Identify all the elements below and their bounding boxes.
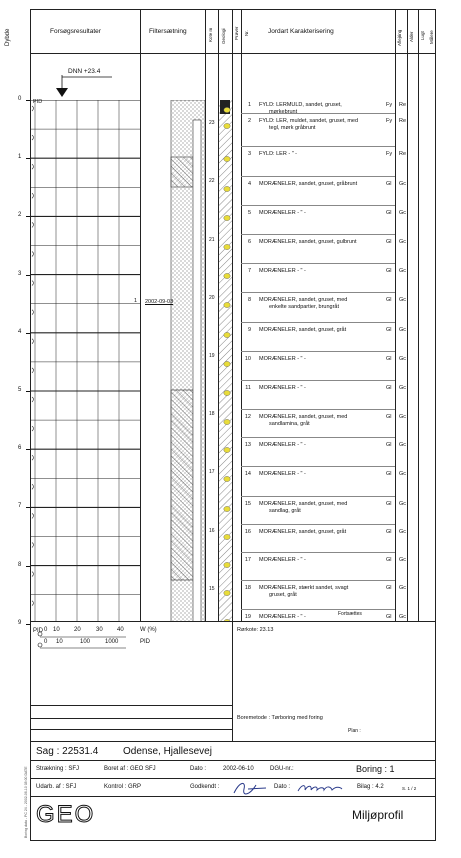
depth-label: 1 xyxy=(18,154,22,161)
layer-number: 14 xyxy=(244,471,251,477)
sample-marker xyxy=(224,447,230,452)
layer-aflejring: Gl xyxy=(386,268,392,274)
pid-reading-mark xyxy=(32,222,34,227)
layer-alder: Gc xyxy=(399,557,407,563)
axis-pid-0: 0 xyxy=(44,639,48,645)
sag-name: Odense, Hjallesevej xyxy=(123,746,212,757)
layer-boundary xyxy=(241,380,395,381)
layer-number: 7 xyxy=(247,268,251,274)
axis-w-20: 20 xyxy=(74,627,81,633)
depth-tick xyxy=(26,507,30,508)
layer-text-continued: sandlamina, gråt xyxy=(269,421,310,427)
layer-boundary xyxy=(241,351,395,352)
header-proever: Prøver xyxy=(234,26,239,40)
col-line xyxy=(205,9,206,621)
layer-aflejring: Gl xyxy=(386,614,392,620)
sample-marker xyxy=(224,123,230,128)
layer-number: 4 xyxy=(247,181,251,187)
layer-text: MORÆNELER - " - xyxy=(259,210,306,216)
pid-reading-mark xyxy=(32,164,34,169)
axis-w-label: W (%) xyxy=(140,627,157,633)
dgu-nr: DGU-nr.: xyxy=(270,766,294,772)
layer-alder: Gc xyxy=(399,614,407,620)
layer-text: MORÆNELER, sandet, gruset, med xyxy=(259,297,348,303)
layer-number: 11 xyxy=(245,385,251,391)
depth-tick xyxy=(26,566,30,567)
plan-label: Plan : xyxy=(348,728,361,734)
layer-number: 10 xyxy=(244,356,251,362)
layer-text: FYLD: LER - " - xyxy=(259,151,298,157)
axis-w-40: 40 xyxy=(117,627,124,633)
layer-alder: Gc xyxy=(399,268,407,274)
sample-marker xyxy=(224,534,230,539)
dato1-label: Dato : xyxy=(190,766,207,772)
filter-num: 1 xyxy=(134,298,138,304)
layer-alder: Re xyxy=(399,151,407,157)
layer-boundary xyxy=(241,234,395,235)
pid-reading-mark xyxy=(32,455,34,460)
layer-description xyxy=(259,327,346,334)
layer-number: 6 xyxy=(247,239,251,245)
layer-alder: Gc xyxy=(399,442,407,448)
filter-graphic xyxy=(140,100,205,622)
title-line xyxy=(30,760,436,761)
geology-hatch xyxy=(218,100,232,622)
axis-pid-1000: 1000 xyxy=(105,639,119,645)
filter-seal xyxy=(171,157,193,187)
sample-marker xyxy=(224,562,230,567)
sample-marker xyxy=(224,273,230,278)
sample-marker xyxy=(224,107,230,112)
col-line xyxy=(407,9,408,621)
layer-description xyxy=(259,501,347,515)
layer-aflejring: Fy xyxy=(386,118,393,124)
geo-logo: GEO xyxy=(36,801,96,828)
dato1-value: 2002-06-10 xyxy=(223,766,254,772)
sheet-number: S. 1 / 2 xyxy=(402,786,417,791)
pid-reading-mark xyxy=(32,543,34,548)
layer-text: MORÆNELER - " - xyxy=(259,442,306,448)
layer-description xyxy=(259,102,342,116)
layer-text: MORÆNELER, sandet, gruset, gulbrunt xyxy=(259,239,357,245)
layer-number: 15 xyxy=(244,501,251,507)
depth-tick xyxy=(26,158,30,159)
elevation-label: 16 xyxy=(209,527,215,534)
layer-text: FYLD: LERMULD, sandet, gruset, xyxy=(259,102,342,108)
sample-marker xyxy=(224,215,230,220)
layer-alder: Re xyxy=(399,118,407,124)
layer-boundary xyxy=(241,322,395,323)
pid-reading-mark xyxy=(32,310,34,315)
layer-aflejring: Gl xyxy=(386,585,392,591)
header-kote: Kote m xyxy=(208,27,213,42)
layer-description xyxy=(259,442,306,449)
layer-text: MORÆNELER - " - xyxy=(259,471,306,477)
layer-aflejring: Gl xyxy=(386,557,392,563)
depth-tick xyxy=(26,449,30,450)
layer-boundary xyxy=(241,552,395,553)
layer-boundary xyxy=(241,524,395,525)
axis-divider xyxy=(30,621,436,622)
layer-text: MORÆNELER, sandet, gruset, gråt xyxy=(259,529,347,535)
header-lugt: Lugt xyxy=(420,31,425,40)
layer-text: MORÆNELER, sandet, gruset, gråbrunt xyxy=(259,181,358,187)
depth-tick xyxy=(26,391,30,392)
sample-marker xyxy=(224,156,230,161)
header-geologi: Geologi xyxy=(221,28,226,44)
pid-reading-mark xyxy=(32,252,34,257)
layer-boundary xyxy=(241,176,395,177)
layer-number: 17 xyxy=(244,557,251,563)
sample-marker xyxy=(224,590,230,595)
layer-description xyxy=(259,268,306,275)
axis-scale xyxy=(36,630,236,650)
axis-pid-10: 10 xyxy=(56,639,63,645)
layer-description xyxy=(259,151,297,158)
layer-alder: Gc xyxy=(399,501,407,507)
layer-boundary xyxy=(241,496,395,497)
depth-label: 5 xyxy=(18,387,22,393)
pid-reading-mark xyxy=(32,484,34,489)
layer-number: 8 xyxy=(247,297,251,303)
elevation-label: 17 xyxy=(209,469,215,476)
layer-description xyxy=(259,181,357,188)
header-nr: Nr. xyxy=(244,30,249,36)
elevation-label: 19 xyxy=(209,353,215,360)
layer-aflejring: Gl xyxy=(386,442,392,448)
layer-description xyxy=(259,239,357,246)
header-alder: Alder xyxy=(409,31,414,42)
depth-label: 6 xyxy=(18,445,22,452)
col-line xyxy=(395,9,396,621)
layer-text-continued: sandlag, gråt xyxy=(269,508,301,514)
elevation-label: 22 xyxy=(209,178,215,185)
boring: Boring : 1 xyxy=(356,764,395,774)
header-jordart: Jordart Karakterisering xyxy=(268,28,334,35)
results-grid xyxy=(30,100,140,622)
pid-reading-mark xyxy=(32,572,34,577)
col-line xyxy=(241,9,242,621)
pid-reading-mark xyxy=(32,193,34,198)
depth-label: 7 xyxy=(18,503,22,510)
depth-label: 0 xyxy=(18,96,22,102)
layer-alder: Gc xyxy=(399,356,407,362)
layer-description xyxy=(259,614,306,621)
layer-description xyxy=(259,385,306,392)
notes-line xyxy=(30,705,232,706)
layer-text: MORÆNELER - " - xyxy=(259,614,306,620)
layer-alder: Gc xyxy=(399,210,407,216)
header-filter: Filtersætning xyxy=(149,28,187,35)
layer-number: 2 xyxy=(247,118,251,124)
sample-marker xyxy=(224,244,230,249)
depth-tick xyxy=(26,216,30,217)
depth-tick xyxy=(26,624,30,625)
pid-reading-mark xyxy=(32,106,34,111)
sample-marker xyxy=(224,186,230,191)
elevation-label: 23 xyxy=(209,120,215,127)
remark: Rørkote: 23.13 xyxy=(237,627,274,633)
layer-number: 16 xyxy=(244,529,251,535)
layer-alder: Gc xyxy=(399,239,407,245)
layer-aflejring: Gl xyxy=(386,356,392,362)
filter-date: 2002-09-03 xyxy=(145,299,174,305)
layer-text: MORÆNELER, sandet, gruset, gråt xyxy=(259,327,347,333)
layer-description xyxy=(259,297,347,311)
layer-text: MORÆNELER, sandet, gruset, med xyxy=(259,414,348,420)
layer-text: MORÆNELER, sandet, gruset, med xyxy=(259,501,348,507)
bilag: Bilag : 4.2 xyxy=(357,784,384,790)
layer-text-continued: enkelte sandpartier, brungråt xyxy=(269,304,340,310)
sample-marker xyxy=(224,419,230,424)
layer-boundary xyxy=(241,205,395,206)
signature-date xyxy=(296,781,346,795)
layer-number: 13 xyxy=(244,442,251,448)
depth-tick xyxy=(26,275,30,276)
elevation-marker xyxy=(52,75,132,101)
continues-label: Fortsættes xyxy=(338,611,362,617)
notes-line xyxy=(30,729,232,730)
elevation-label: 20 xyxy=(209,294,215,301)
godkendt: Godkendt : xyxy=(190,784,220,790)
layer-aflejring: Fy xyxy=(386,151,393,157)
layer-description xyxy=(259,529,346,536)
axis-w-30: 30 xyxy=(96,627,103,633)
layer-text: MORÆNELER, stærkt sandet, svagt xyxy=(259,585,349,591)
elevation-label: 21 xyxy=(209,236,215,243)
layer-aflejring: Gl xyxy=(386,471,392,477)
layer-number: 18 xyxy=(244,585,251,591)
pid-reading-mark xyxy=(32,281,34,286)
filter-seal xyxy=(171,390,193,580)
layer-boundary xyxy=(241,437,395,438)
layer-description xyxy=(259,210,306,217)
layer-alder: Re xyxy=(399,102,407,108)
layer-aflejring: Gl xyxy=(386,501,392,507)
header-results: Forsøgsresultater xyxy=(50,28,101,35)
elevation-label: 18 xyxy=(209,411,215,418)
layer-aflejring: Gl xyxy=(386,297,392,303)
depth-label: 3 xyxy=(18,270,22,277)
layer-alder: Gc xyxy=(399,297,407,303)
sample-marker xyxy=(224,390,230,395)
pid-reading-mark xyxy=(32,426,34,431)
sample-marker xyxy=(224,476,230,481)
layer-number: 9 xyxy=(247,327,251,333)
layer-text: MORÆNELER - " - xyxy=(259,385,306,391)
elevation-label: 15 xyxy=(209,585,215,592)
depth-label: 4 xyxy=(18,328,22,335)
layer-number: 19 xyxy=(244,614,251,620)
layer-alder: Gc xyxy=(399,414,407,420)
layer-text: MORÆNELER - " - xyxy=(259,268,306,274)
sag-label: Sag : 22531.4 xyxy=(36,746,99,757)
pid-reading-mark xyxy=(32,135,34,140)
layer-description xyxy=(259,118,358,132)
layer-alder: Gc xyxy=(399,385,407,391)
axis-pid-100: 100 xyxy=(80,639,91,645)
layer-alder: Gc xyxy=(399,181,407,187)
kontrol: Kontrol : GRP xyxy=(104,784,142,790)
layer-number: 1 xyxy=(247,102,251,108)
boret-af: Boret af : GEO SFJ xyxy=(104,766,156,772)
layer-description xyxy=(259,557,306,564)
pid-reading-mark xyxy=(32,368,34,373)
layer-aflejring: Gl xyxy=(386,327,392,333)
notes-line xyxy=(30,718,232,719)
filter-pipe xyxy=(193,120,201,622)
layer-aflejring: Gl xyxy=(386,210,392,216)
profile-title: Miljøprofil xyxy=(352,808,404,822)
axis-pid-label: PID xyxy=(140,639,151,645)
pid-reading-mark xyxy=(32,397,34,402)
layer-alder: Gc xyxy=(399,471,407,477)
layer-description xyxy=(259,471,306,478)
layer-number: 3 xyxy=(247,151,251,157)
dato2-label: Dato : xyxy=(274,784,291,790)
boremetode: Boremetode : Tørboring med foring xyxy=(237,715,323,721)
layer-text-continued: tegl, mørk gråbrunt xyxy=(269,125,316,131)
layer-number: 12 xyxy=(244,414,251,420)
layer-aflejring: Fy xyxy=(386,102,393,108)
pid-reading-mark xyxy=(32,513,34,518)
layer-description xyxy=(259,585,348,599)
udarb-af: Udarb. af : SFJ xyxy=(36,784,77,790)
straekning: Strækning : SFJ xyxy=(36,766,80,772)
layer-boundary xyxy=(241,146,395,147)
layer-boundary xyxy=(241,113,395,114)
dnn-label: DNN +23.4 xyxy=(68,68,101,75)
pid-reading-mark xyxy=(32,339,34,344)
layer-description xyxy=(259,414,347,428)
layer-alder: Gc xyxy=(399,327,407,333)
sample-marker xyxy=(224,332,230,337)
layer-aflejring: Gl xyxy=(386,181,392,187)
side-label: Dybde xyxy=(5,28,11,46)
pid-bottom-label: PID xyxy=(33,628,44,634)
layer-aflejring: Gl xyxy=(386,414,392,420)
pid-top-label: PID xyxy=(33,99,43,105)
pid-reading-mark xyxy=(32,601,34,606)
layer-aflejring: Gl xyxy=(386,385,392,391)
depth-tick xyxy=(26,100,30,101)
depth-label: 9 xyxy=(18,619,22,626)
layer-boundary xyxy=(241,466,395,467)
depth-label: 8 xyxy=(18,561,22,568)
layer-boundary xyxy=(241,580,395,581)
depth-tick xyxy=(26,333,30,334)
sample-marker xyxy=(224,361,230,366)
layer-number: 5 xyxy=(247,210,251,216)
depth-label: 2 xyxy=(18,212,22,219)
geology-column xyxy=(218,100,233,622)
col-line xyxy=(418,9,419,621)
layer-text: MORÆNELER - " - xyxy=(259,557,306,563)
layer-alder: Gc xyxy=(399,529,407,535)
sample-marker xyxy=(224,506,230,511)
layer-text: FYLD: LER, muldet, sandet, gruset, med xyxy=(259,118,359,124)
sample-marker xyxy=(224,302,230,307)
axis-w-0: 0 xyxy=(44,627,48,633)
layer-boundary xyxy=(241,609,395,610)
layer-boundary xyxy=(241,263,395,264)
layer-boundary xyxy=(241,409,395,410)
layer-boundary xyxy=(241,292,395,293)
footer-vertical-text: Boring data - PC 24 - 2002-06-10 08:00 DATE xyxy=(24,766,28,838)
signature-approval xyxy=(230,779,270,799)
layer-text-continued: mørkebrunt xyxy=(269,109,298,115)
header-maalere: Målere xyxy=(429,30,434,44)
axis-w-10: 10 xyxy=(53,627,60,633)
layer-description xyxy=(259,356,306,363)
layer-aflejring: Gl xyxy=(386,529,392,535)
layer-aflejring: Gl xyxy=(386,239,392,245)
layer-alder: Gc xyxy=(399,585,407,591)
layer-text-continued: gruset, gråt xyxy=(269,592,297,598)
header-aflejring: Aflejring xyxy=(397,29,402,46)
layer-text: MORÆNELER - " - xyxy=(259,356,306,362)
title-block xyxy=(30,741,436,742)
